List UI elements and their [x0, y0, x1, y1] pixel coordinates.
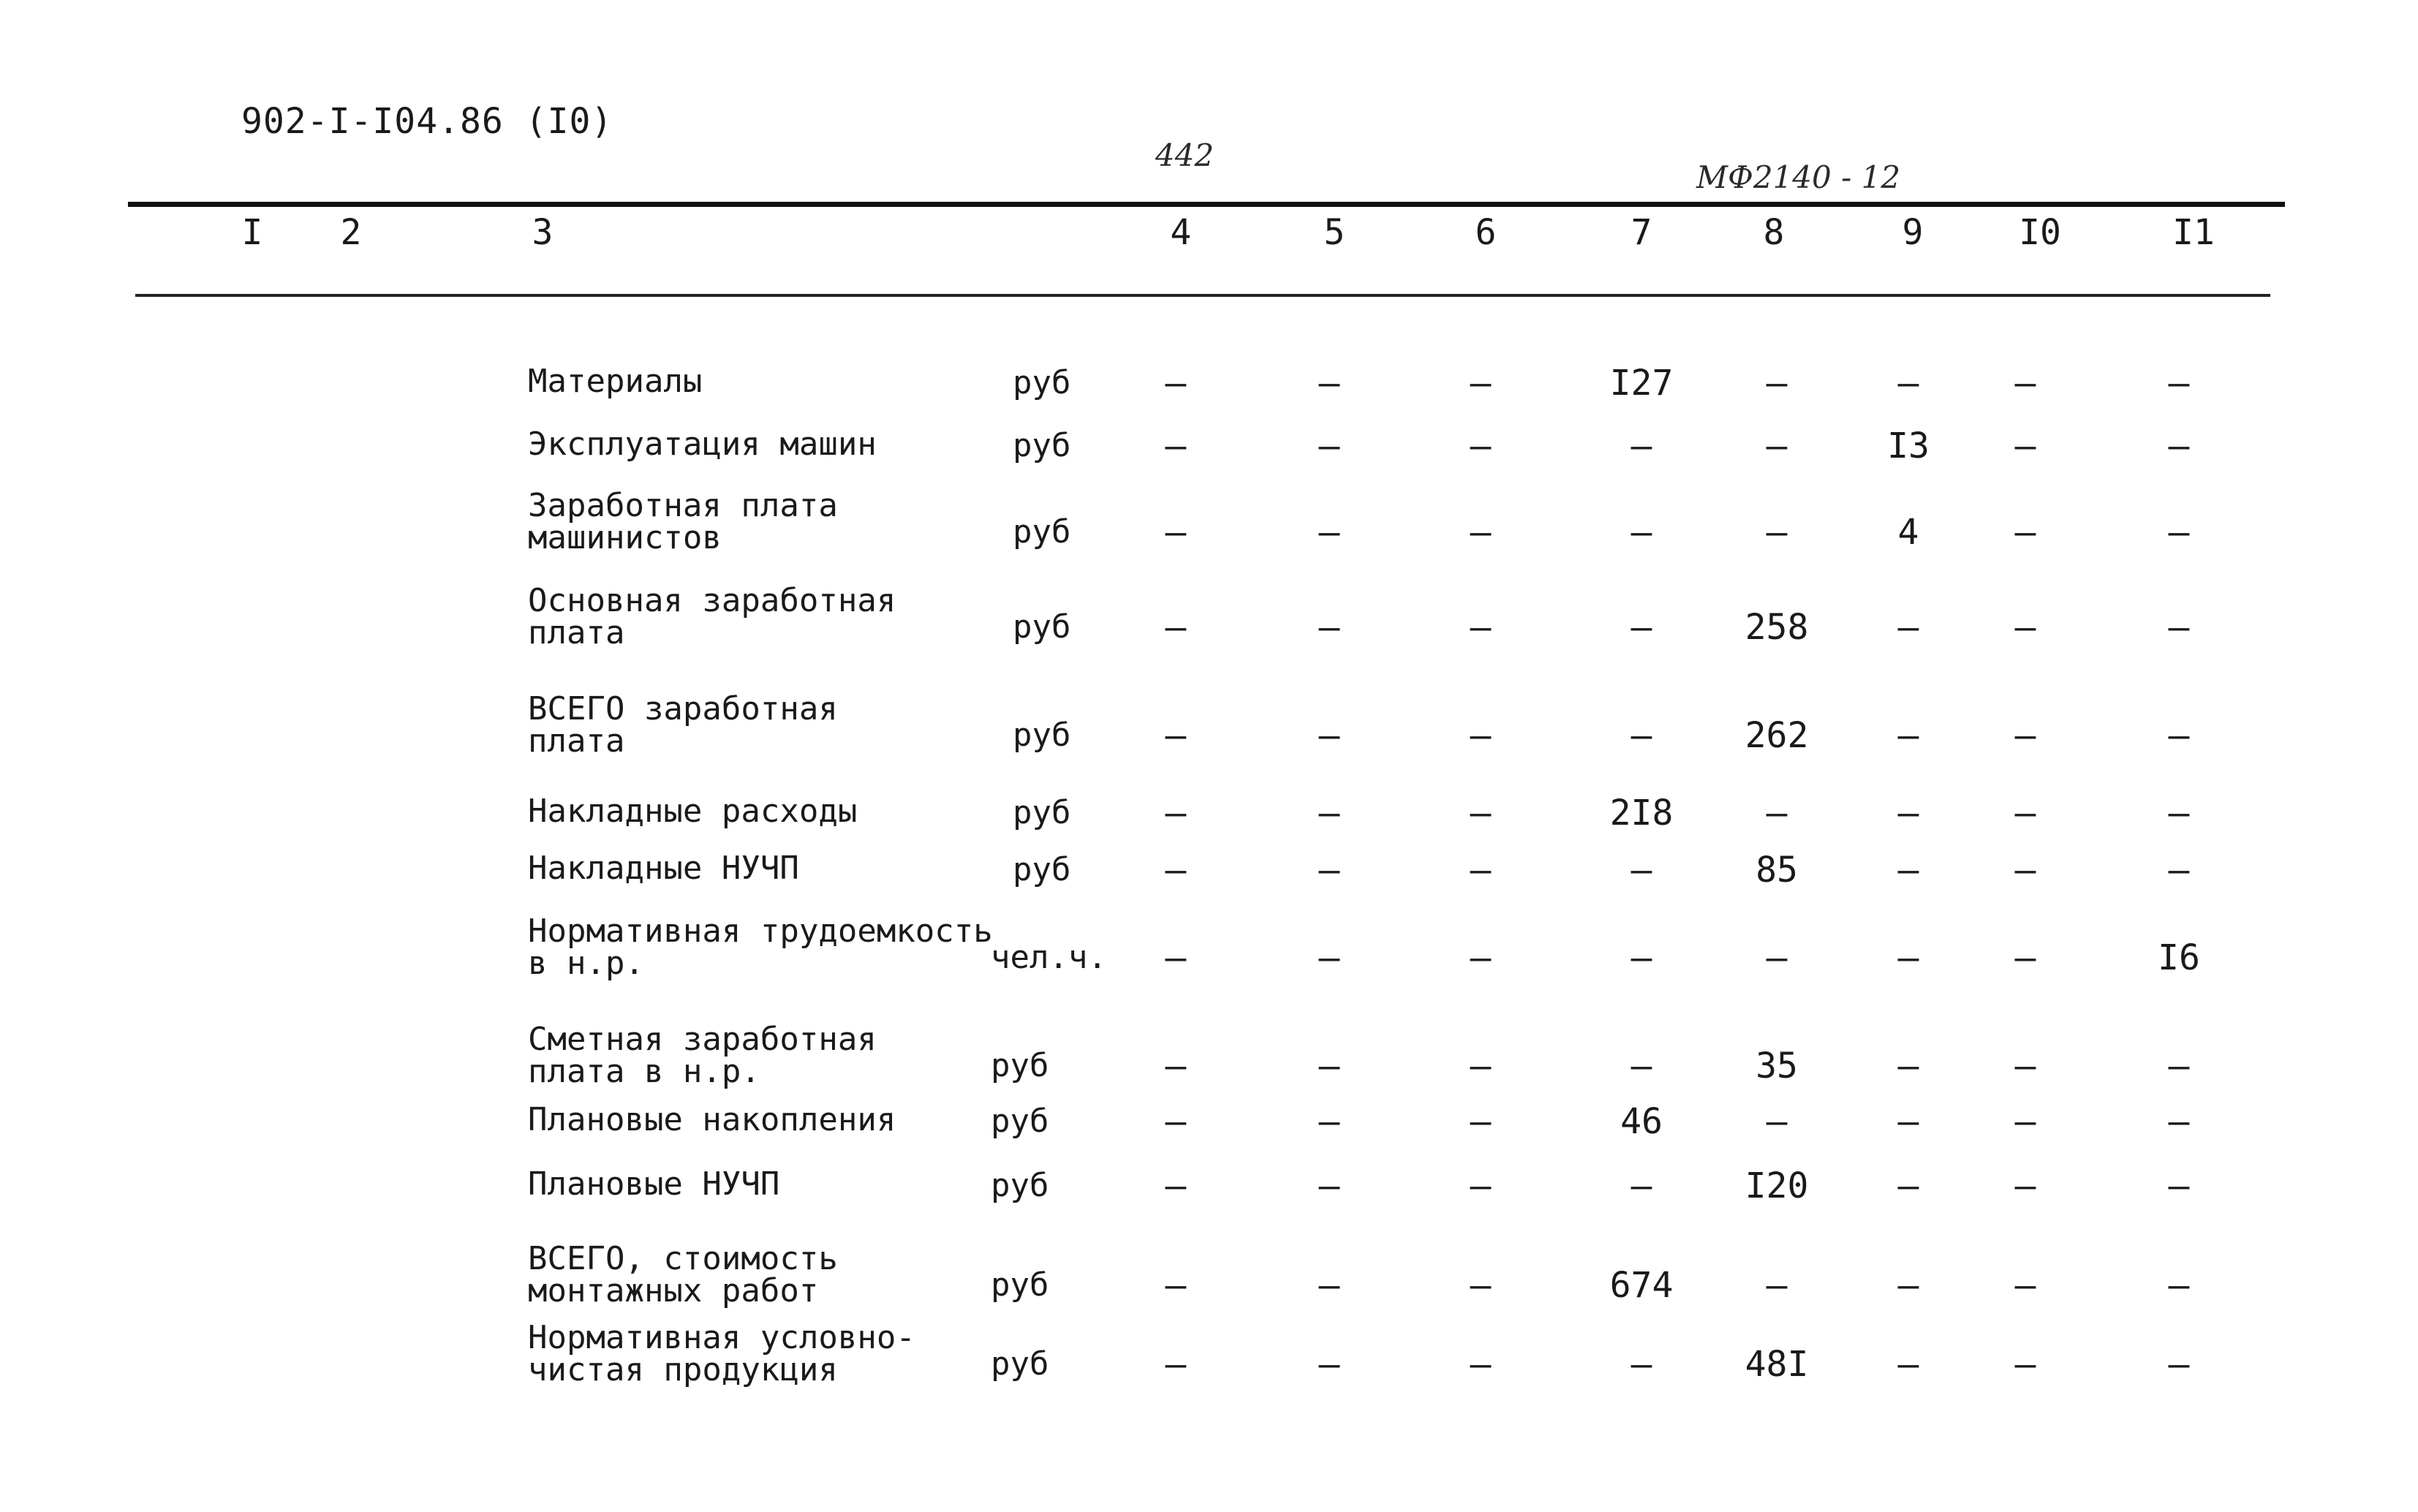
row-value: – [1766, 426, 1788, 466]
row-value: – [1897, 715, 1919, 756]
row-value: – [2168, 1344, 2190, 1385]
column-number: 9 [1902, 212, 1924, 253]
row-unit: руб [1013, 364, 1071, 401]
row-unit: руб [1013, 608, 1071, 646]
row-value: 48I [1745, 1344, 1809, 1385]
row-unit: руб [991, 1345, 1049, 1383]
row-value: – [1165, 512, 1187, 553]
row-value: – [1470, 850, 1492, 891]
row-label: Нормативная условно- чистая продукция [528, 1319, 915, 1388]
row-value: – [1470, 363, 1492, 404]
column-number: 2 [340, 212, 362, 253]
row-value: – [2014, 937, 2036, 978]
row-value: – [1631, 1046, 1652, 1086]
row-value: – [1766, 1265, 1788, 1306]
row-value: – [1631, 715, 1652, 756]
row-unit: руб [991, 1266, 1049, 1304]
row-value: I6 [2158, 937, 2200, 978]
row-value: – [1897, 1344, 1919, 1385]
column-number: 6 [1475, 212, 1497, 253]
row-label: Заработная плата машинистов [528, 487, 838, 556]
row-value: 2I8 [1609, 793, 1674, 834]
row-value: – [1631, 512, 1652, 553]
row-value: 85 [1756, 850, 1798, 891]
row-value: – [1766, 363, 1788, 404]
row-value: – [1897, 850, 1919, 891]
row-value: – [1470, 426, 1492, 466]
row-unit: руб [1013, 851, 1071, 888]
row-value: – [1165, 850, 1187, 891]
row-value: – [2168, 1265, 2190, 1306]
row-value: 4 [1897, 512, 1919, 553]
row-value: – [1318, 363, 1340, 404]
row-value: – [2168, 426, 2190, 466]
column-number: I0 [2019, 212, 2061, 253]
row-label: Эксплуатация машин [528, 426, 877, 463]
document-code: 902-I-I04.86 (I0) [241, 101, 613, 142]
row-value: – [1766, 793, 1788, 834]
row-value: – [2168, 512, 2190, 553]
column-number: I1 [2172, 212, 2215, 253]
row-value: – [1631, 850, 1652, 891]
column-number: 8 [1763, 212, 1785, 253]
row-value: – [1165, 607, 1187, 648]
row-label: Материалы [528, 363, 703, 400]
row-value: – [1165, 1046, 1187, 1086]
row-value: – [1318, 850, 1340, 891]
row-label: Накладные НУЧП [528, 850, 799, 887]
row-value: – [1318, 1101, 1340, 1142]
row-value: – [2014, 1265, 2036, 1306]
row-value: – [1318, 1265, 1340, 1306]
row-value: 262 [1745, 715, 1809, 756]
row-value: – [1897, 1265, 1919, 1306]
handwritten-page-number: 442 [1155, 137, 1214, 173]
row-value: – [1897, 793, 1919, 834]
row-value: – [1766, 1101, 1788, 1142]
row-value: – [1165, 1165, 1187, 1206]
row-value: – [1631, 426, 1652, 466]
row-value: 46 [1620, 1101, 1663, 1142]
row-value: – [1897, 1101, 1919, 1142]
row-value: – [2014, 1344, 2036, 1385]
row-label: Основная заработная плата [528, 582, 896, 651]
row-value: – [2168, 1165, 2190, 1206]
row-value: – [2168, 1046, 2190, 1086]
row-value: – [1165, 363, 1187, 404]
row-value: – [1766, 512, 1788, 553]
row-unit: руб [1013, 427, 1071, 464]
row-value: – [1897, 363, 1919, 404]
row-value: 258 [1745, 607, 1809, 648]
row-value: – [2168, 1101, 2190, 1142]
row-value: – [1470, 512, 1492, 553]
row-value: – [1165, 1101, 1187, 1142]
row-value: – [1318, 715, 1340, 756]
row-value: – [2014, 363, 2036, 404]
row-value: – [2014, 850, 2036, 891]
row-unit: руб [1013, 513, 1071, 551]
row-value: – [1470, 1344, 1492, 1385]
header-bottom-rule [135, 294, 2270, 297]
row-value: – [1631, 607, 1652, 648]
row-unit: руб [991, 1167, 1049, 1204]
row-value: – [1470, 607, 1492, 648]
row-label: ВСЕГО заработная плата [528, 690, 838, 760]
row-value: – [1165, 426, 1187, 466]
row-label: Сметная заработная плата в н.р. [528, 1021, 877, 1090]
row-value: – [1318, 1165, 1340, 1206]
row-value: – [1631, 1165, 1652, 1206]
row-value: – [1318, 607, 1340, 648]
column-number: 5 [1323, 212, 1345, 253]
row-unit: руб [1013, 794, 1071, 831]
row-value: – [1631, 937, 1652, 978]
row-value: – [1318, 426, 1340, 466]
row-value: I20 [1745, 1165, 1809, 1206]
row-value: – [1470, 937, 1492, 978]
row-value: – [1470, 1265, 1492, 1306]
row-value: 35 [1756, 1046, 1798, 1086]
row-value: – [1165, 793, 1187, 834]
row-value: – [2168, 715, 2190, 756]
row-value: – [1165, 937, 1187, 978]
row-label: Плановые НУЧП [528, 1165, 780, 1203]
row-value: – [1470, 793, 1492, 834]
row-value: I3 [1887, 426, 1930, 466]
row-label: Нормативная трудоемкость в н.р. [528, 912, 993, 982]
row-value: – [1766, 937, 1788, 978]
row-value: – [1631, 1344, 1652, 1385]
row-value: – [1318, 937, 1340, 978]
row-value: – [2014, 1101, 2036, 1142]
row-unit: руб [991, 1047, 1049, 1084]
row-value: – [1897, 607, 1919, 648]
handwritten-archive-code: МФ2140 - 12 [1696, 159, 1901, 195]
row-value: – [1470, 1165, 1492, 1206]
row-unit: руб [1013, 717, 1071, 754]
row-value: – [1470, 1101, 1492, 1142]
row-value: – [2014, 1165, 2036, 1206]
row-value: – [2014, 1046, 2036, 1086]
row-value: – [2168, 607, 2190, 648]
table-top-rule [128, 202, 2285, 207]
row-unit: чел.ч. [991, 939, 1107, 976]
row-value: – [1165, 1344, 1187, 1385]
column-number: I [241, 212, 263, 253]
row-value: – [2168, 363, 2190, 404]
row-value: – [1470, 715, 1492, 756]
row-label: Плановые накопления [528, 1101, 896, 1138]
row-value: – [2168, 793, 2190, 834]
row-value: – [1318, 793, 1340, 834]
row-value: – [1897, 1046, 1919, 1086]
row-value: – [1318, 1344, 1340, 1385]
row-value: – [2014, 512, 2036, 553]
row-value: I27 [1609, 363, 1674, 404]
row-value: – [2168, 850, 2190, 891]
row-value: – [2014, 715, 2036, 756]
row-value: – [1897, 1165, 1919, 1206]
row-value: 674 [1609, 1265, 1674, 1306]
row-value: – [2014, 607, 2036, 648]
column-number: 4 [1170, 212, 1192, 253]
column-number: 3 [532, 212, 554, 253]
row-value: – [2014, 793, 2036, 834]
row-label: ВСЕГО, стоимость монтажных работ [528, 1240, 838, 1309]
row-value: – [1165, 1265, 1187, 1306]
row-value: – [1165, 715, 1187, 756]
row-label: Накладные расходы [528, 793, 858, 830]
row-value: – [1897, 937, 1919, 978]
row-value: – [2014, 426, 2036, 466]
column-number: 7 [1631, 212, 1652, 253]
row-unit: руб [991, 1103, 1049, 1140]
row-value: – [1318, 1046, 1340, 1086]
row-value: – [1318, 512, 1340, 553]
row-value: – [1470, 1046, 1492, 1086]
